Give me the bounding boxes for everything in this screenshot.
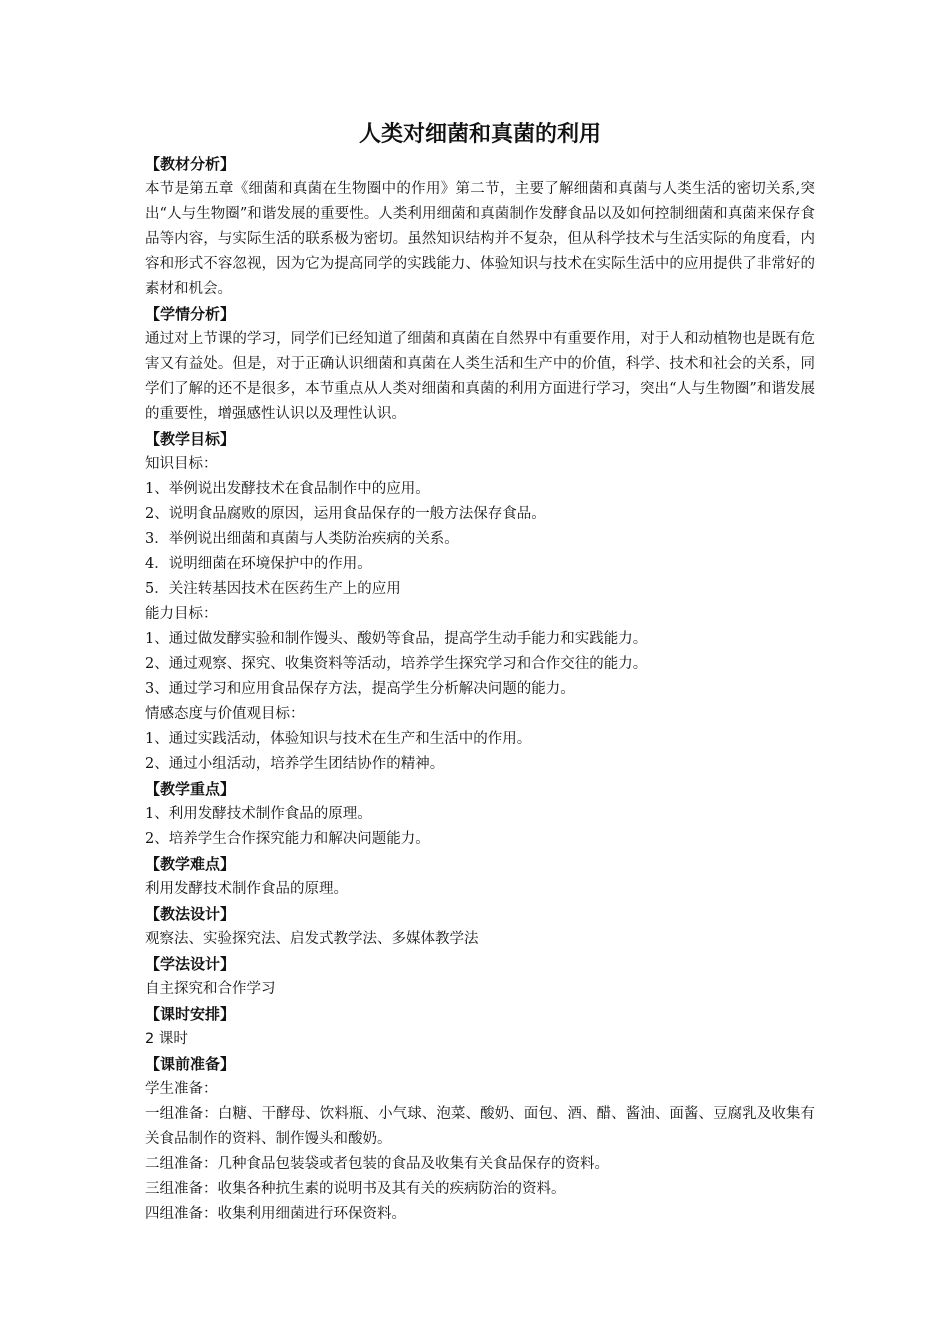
schedule-text: 2 课时 [145,1031,188,1047]
ability-goal-item: 1、通过做发酵实验和制作馒头、酸奶等食品，提高学生动手能力和实践能力。 [145,631,648,647]
preparation-group-1: 一组准备：白糖、干酵母、饮料瓶、小气球、泡菜、酸奶、面包、酒、醋、酱油、面酱、豆腐乳及收集有关食品制作的资料、制作馒头和酸奶。 [145,1106,815,1147]
section-heading-difficulties: 【教学难点】 [145,855,236,873]
section-heading-key-points: 【教学重点】 [145,780,236,798]
students-paragraph: 通过对上节课的学习，同学们已经知道了细菌和真菌在自然界中有重要作用，对于人和动植物也是既有危害又有益处。但是，对于正确认识细菌和真菌在人类生活和生产中的价值，科学、技术和社会的关系，同学们了解的还不是很多，本节重点从人类对细菌和真菌的利用方面进行学习，突出“人与生物圈”和谐发展的重要性，增强感性认识以及理性认识。 [145,331,815,422]
knowledge-goal-item: 2、说明食品腐败的原因，运用食品保存的一般方法保存食品。 [145,506,546,522]
emotion-goal-item: 2、通过小组活动，培养学生团结协作的精神。 [145,756,445,772]
ability-goal-item: 3、通过学习和应用食品保存方法，提高学生分析解决问题的能力。 [145,681,575,697]
emotion-goal-item: 1、通过实践活动，体验知识与技术在生产和生活中的作用。 [145,731,532,747]
knowledge-goal-item: 5．关注转基因技术在医药生产上的应用 [145,581,401,597]
analysis-paragraph: 本节是第五章《细菌和真菌在生物圈中的作用》第二节，主要了解细菌和真菌与人类生活的密切关系,突出“人与生物圈”和谐发展的重要性。人类利用细菌和真菌制作发酵食品以及如何控制细菌和真菌来保存食品等内容，与实际生活的联系极为密切。虽然知识结构并不复杂，但从科学技术与生活实际的角度看，内容和形式不容忽视，因为它为提高同学的实践能力、体验知识与技术在实际生活中的应用提供了非常好的素材和机会。 [145,181,815,297]
page-title: 人类对细菌和真菌的利用 [358,122,601,147]
learning-methods-text: 自主探究和合作学习 [145,981,276,997]
emotion-goals-label: 情感态度与价值观目标： [145,706,305,722]
difficulty-text: 利用发酵技术制作食品的原理。 [145,881,348,897]
teaching-methods-text: 观察法、实验探究法、启发式教学法、多媒体教学法 [145,931,479,947]
section-heading-analysis: 【教材分析】 [145,155,236,173]
preparation-group-2: 二组准备：几种食品包装袋或者包装的食品及收集有关食品保存的资料。 [145,1156,609,1172]
key-point-item: 2、培养学生合作探究能力和解决问题能力。 [145,831,430,847]
knowledge-goals-label: 知识目标： [145,456,218,472]
section-heading-learning-methods: 【学法设计】 [145,955,236,973]
section-heading-students: 【学情分析】 [145,305,236,323]
key-point-item: 1、利用发酵技术制作食品的原理。 [145,806,372,822]
ability-goals-label: 能力目标： [145,606,218,622]
preparation-group-3: 三组准备：收集各种抗生素的说明书及其有关的疾病防治的资料。 [145,1181,566,1197]
ability-goal-item: 2、通过观察、探究、收集资料等活动，培养学生探究学习和合作交往的能力。 [145,656,648,672]
knowledge-goal-item: 1、举例说出发酵技术在食品制作中的应用。 [145,481,430,497]
knowledge-goal-item: 4．说明细菌在环境保护中的作用。 [145,556,372,572]
section-heading-goals: 【教学目标】 [145,430,236,448]
knowledge-goal-item: 3．举例说出细菌和真菌与人类防治疾病的关系。 [145,531,459,547]
document-body [145,118,815,1227]
section-heading-schedule: 【课时安排】 [145,1005,236,1023]
section-heading-teaching-methods: 【教法设计】 [145,905,236,923]
section-heading-preparation: 【课前准备】 [145,1055,236,1073]
preparation-label: 学生准备： [145,1081,218,1097]
preparation-group-4: 四组准备：收集利用细菌进行环保资料。 [145,1206,406,1222]
